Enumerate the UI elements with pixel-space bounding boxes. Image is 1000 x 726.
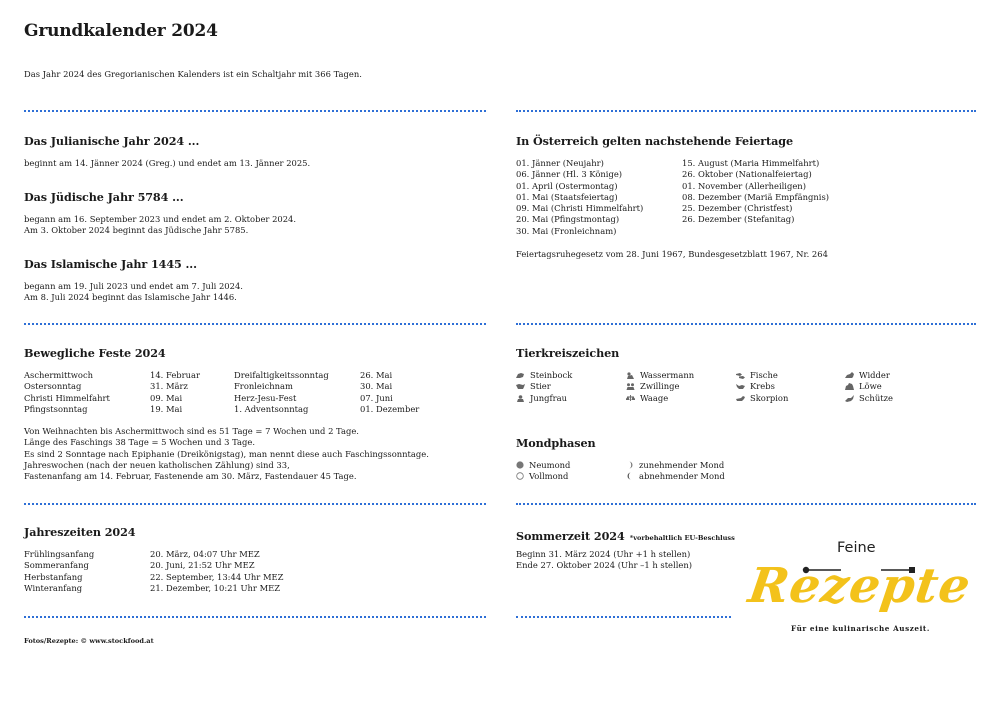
sagittarius-icon <box>845 395 854 402</box>
moon-phase: abnehmender Mond <box>639 471 725 482</box>
feast-name: Christi Himmelfahrt <box>24 392 110 403</box>
zodiac-col-2 <box>626 370 694 404</box>
moon-heading: Mondphasen <box>516 436 596 450</box>
season-date: 20. März, 04:07 Uhr MEZ <box>150 549 260 559</box>
intro-text: Das Jahr 2024 des Gregorianischen Kalenders ist ein Schaltjahr mit 366 Tagen. <box>24 69 362 79</box>
zodiac-sign: Krebs <box>750 381 775 392</box>
seasons-names <box>24 549 94 594</box>
holiday-item: 01. Jänner (Neujahr) <box>516 158 604 168</box>
full-moon-icon <box>516 472 524 480</box>
zodiac-col-4 <box>845 370 893 404</box>
feast-name: Aschermittwoch <box>24 370 94 380</box>
holiday-item: 01. April (Ostermontag) <box>516 180 618 191</box>
holiday-item: 01. November (Allerheiligen) <box>682 180 806 191</box>
logo-word: Rezepte <box>745 558 975 614</box>
dst-line: Ende 27. Oktober 2024 (Uhr –1 h stellen) <box>516 560 692 571</box>
divider <box>24 323 486 325</box>
holidays-col-2 <box>682 158 829 226</box>
zodiac-col-1 <box>516 370 572 404</box>
virgo-icon <box>516 395 525 402</box>
holiday-item: 30. Mai (Fronleichnam) <box>516 225 617 236</box>
seasons-dates <box>150 549 283 594</box>
dst-text <box>516 549 692 572</box>
feast-note: Von Weihnachten bis Aschermittwoch sind es 51 Tage = 7 Wochen und 2 Tage. <box>24 426 359 436</box>
feine-rezepte-logo <box>745 538 977 638</box>
zodiac-sign: Fische <box>750 370 778 380</box>
logo-top-text: Feine <box>837 540 876 556</box>
divider <box>24 616 486 618</box>
feast-note: Länge des Faschings 38 Tage = 5 Wochen und 3 Tage. <box>24 437 255 448</box>
season-date: 22. September, 13:44 Uhr MEZ <box>150 571 284 582</box>
zodiac-sign: Widder <box>859 370 890 380</box>
text-line: Am 3. Oktober 2024 beginnt das Jüdische Jahr 5785. <box>24 225 249 236</box>
dst-line: Beginn 31. März 2024 (Uhr +1 h stellen) <box>516 549 691 559</box>
text-line: begann am 19. Juli 2023 und endet am 7. Juli 2024. <box>24 281 243 291</box>
taurus-icon <box>516 383 525 390</box>
season-name: Winteranfang <box>24 582 83 593</box>
feast-date: 31. März <box>150 381 188 392</box>
divider <box>516 616 731 618</box>
holidays-col-1 <box>516 158 643 237</box>
feast-name: 1. Adventsonntag <box>234 403 309 414</box>
feast-date: 09. Mai <box>150 392 183 403</box>
moon-col-1 <box>516 460 570 483</box>
jewish-heading: Das Jüdische Jahr 5784 ... <box>24 190 184 204</box>
waxing-moon-icon <box>626 461 634 469</box>
season-name: Herbstanfang <box>24 571 83 582</box>
zodiac-sign: Stier <box>530 381 551 392</box>
holiday-item: 26. Oktober (Nationalfeiertag) <box>682 169 812 180</box>
jewish-text <box>24 214 296 237</box>
holidays-heading: In Österreich gelten nachstehende Feiertage <box>516 134 793 148</box>
season-name: Sommeranfang <box>24 560 89 571</box>
feast-note: Es sind 2 Sonntage nach Epiphanie (Dreikönigstag), man nennt diese auch Faschingssonntage. <box>24 448 429 459</box>
feast-date: 07. Juni <box>360 392 393 403</box>
feast-date: 01. Dezember <box>360 403 420 414</box>
photo-credits: Fotos/Rezepte: © www.stockfood.at <box>24 637 154 645</box>
feast-name: Fronleichnam <box>234 381 293 392</box>
zodiac-sign: Steinbock <box>530 370 573 380</box>
feasts-heading: Bewegliche Feste 2024 <box>24 346 166 360</box>
cancer-icon <box>736 383 745 390</box>
zodiac-sign: Waage <box>640 392 669 403</box>
feasts-notes <box>24 426 429 482</box>
feasts-names-2 <box>234 370 329 415</box>
holiday-item: 25. Dezember (Christfest) <box>682 203 793 214</box>
seasons-heading: Jahreszeiten 2024 <box>24 525 136 539</box>
moon-phase: Neumond <box>529 460 571 470</box>
pisces-icon <box>736 372 745 379</box>
logo-subtitle: Für eine kulinarische Auszeit. <box>791 624 930 633</box>
julian-text: beginnt am 14. Jänner 2024 (Greg.) und endet am 13. Jänner 2025. <box>24 158 311 168</box>
zodiac-sign: Wassermann <box>640 370 695 380</box>
dst-footnote: *vorbehaltlich EU-Beschluss <box>629 534 735 542</box>
zodiac-col-3 <box>736 370 788 404</box>
waning-moon-icon <box>626 472 634 480</box>
dst-heading-row <box>516 525 735 544</box>
feast-name: Pfingstsonntag <box>24 403 88 414</box>
islamic-heading: Das Islamische Jahr 1445 ... <box>24 257 197 271</box>
moon-phase: zunehmender Mond <box>639 460 725 470</box>
feast-note: Jahreswochen (nach der neuen katholischen Zählung) sind 33, <box>24 459 290 470</box>
feast-date: 19. Mai <box>150 403 183 414</box>
feast-date: 26. Mai <box>360 370 393 380</box>
feasts-dates-2 <box>360 370 419 415</box>
holiday-item: 01. Mai (Staatsfeiertag) <box>516 191 618 202</box>
new-moon-icon <box>516 461 524 469</box>
zodiac-heading: Tierkreiszeichen <box>516 346 620 360</box>
zodiac-sign: Schütze <box>859 392 893 403</box>
season-name: Frühlingsanfang <box>24 549 95 559</box>
zodiac-sign: Zwillinge <box>640 381 680 392</box>
season-date: 21. Dezember, 10:21 Uhr MEZ <box>150 582 281 593</box>
page-title: Grundkalender 2024 <box>24 21 218 41</box>
holiday-item: 20. Mai (Pfingstmontag) <box>516 214 620 225</box>
feast-date: 14. Februar <box>150 370 201 380</box>
zodiac-sign: Jungfrau <box>530 392 567 403</box>
holiday-item: 26. Dezember (Stefanitag) <box>682 214 795 225</box>
feast-name: Dreifaltigkeitssonntag <box>234 370 329 380</box>
holiday-item: 15. August (Maria Himmelfahrt) <box>682 158 820 168</box>
holiday-item: 06. Jänner (Hl. 3 Könige) <box>516 169 623 180</box>
moon-phase: Vollmond <box>529 471 569 482</box>
aries-icon <box>845 372 854 379</box>
moon-col-2 <box>626 460 725 483</box>
leo-icon <box>845 383 854 390</box>
feast-name: Herz-Jesu-Fest <box>234 392 297 403</box>
gemini-icon <box>626 383 635 390</box>
feasts-dates-1 <box>150 370 200 415</box>
zodiac-sign: Löwe <box>859 381 882 392</box>
season-date: 20. Juni, 21:52 Uhr MEZ <box>150 560 255 571</box>
holiday-item: 08. Dezember (Mariä Empfängnis) <box>682 191 830 202</box>
divider <box>24 503 486 505</box>
aquarius-icon <box>626 372 635 379</box>
zodiac-sign: Skorpion <box>750 392 789 403</box>
capricorn-icon <box>516 372 525 379</box>
divider <box>516 323 976 325</box>
divider <box>516 503 976 505</box>
dst-heading: Sommerzeit 2024 <box>516 529 625 543</box>
feasts-names-1 <box>24 370 110 415</box>
divider <box>24 110 486 112</box>
julian-heading: Das Julianische Jahr 2024 ... <box>24 134 200 148</box>
text-line: Am 8. Juli 2024 beginnt das Islamische Jahr 1446. <box>24 292 237 303</box>
feast-name: Ostersonntag <box>24 381 82 392</box>
scorpio-icon <box>736 395 745 402</box>
feast-date: 30. Mai <box>360 381 393 392</box>
holidays-note: Feiertagsruhegesetz vom 28. Juni 1967, Bundesgesetzblatt 1967, Nr. 264 <box>516 249 828 259</box>
feast-note: Fastenanfang am 14. Februar, Fastenende am 30. März, Fastendauer 45 Tage. <box>24 471 357 482</box>
text-line: begann am 16. September 2023 und endet am 2. Oktober 2024. <box>24 214 297 224</box>
divider <box>516 110 976 112</box>
islamic-text <box>24 281 243 304</box>
holiday-item: 09. Mai (Christi Himmelfahrt) <box>516 203 644 214</box>
libra-icon <box>626 395 635 402</box>
